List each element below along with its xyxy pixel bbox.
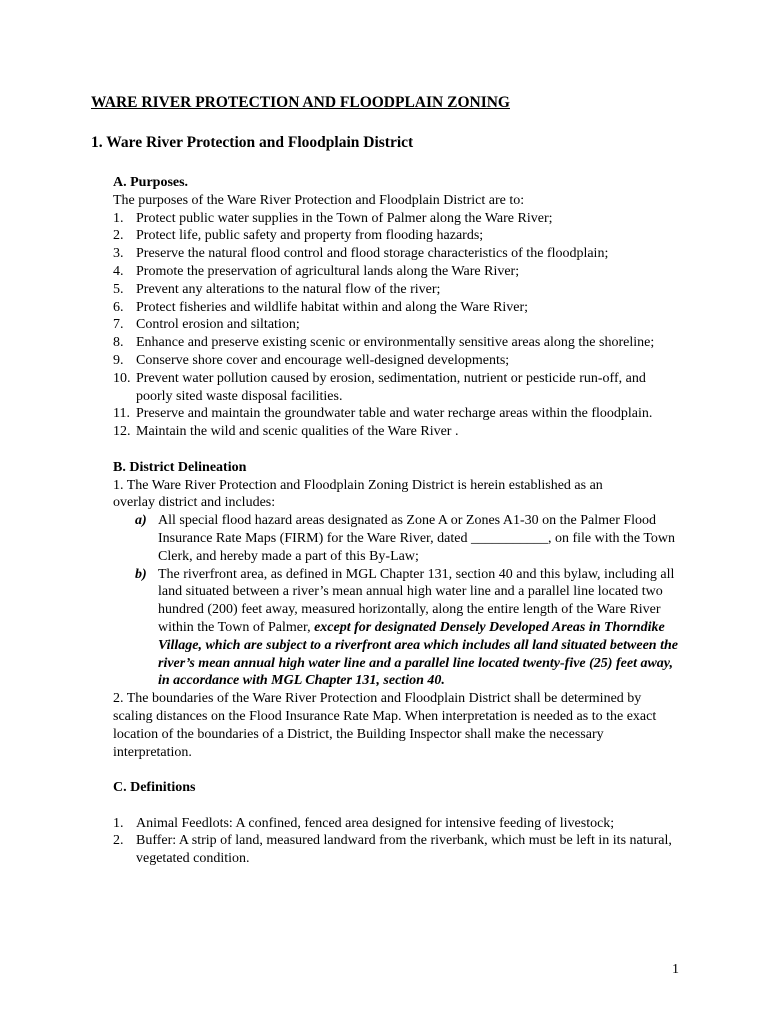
purpose-item	[113, 352, 683, 370]
list-number: 3.	[113, 246, 124, 262]
definition-item	[113, 815, 683, 833]
delineation-item-a	[113, 512, 683, 565]
delineation-para1-line2: overlay district and includes:	[113, 495, 276, 511]
list-number: 4.	[113, 263, 124, 279]
list-text: Conserve shore cover and encourage well-designed developments;	[136, 352, 510, 368]
document-body	[113, 174, 683, 868]
purpose-item	[113, 334, 683, 352]
list-text: Prevent any alterations to the natural flow of the river;	[136, 281, 441, 297]
item-b-marker: b)	[135, 566, 147, 582]
purpose-item	[113, 227, 683, 245]
purposes-intro: The purposes of the Ware River Protection and Floodplain District are to:	[113, 192, 525, 208]
purposes-list	[113, 210, 683, 441]
list-text: Promote the preservation of agricultural lands along the Ware River;	[136, 263, 520, 279]
definitions-heading: C. Definitions	[113, 780, 196, 796]
purpose-item	[113, 210, 683, 228]
purposes-heading: A. Purposes.	[113, 175, 189, 190]
purpose-item	[113, 245, 683, 263]
document-title: WARE RIVER PROTECTION AND FLOODPLAIN ZONING	[91, 94, 510, 111]
item-b-emphasis: except for designated Densely Developed Areas in Thorndike Village, which are subject to a riverfront area which includes all land situated between the river’s mean annual high water line and a parallel line located twenty-five (25) feet away, in accordance with MGL Chapter 131, section 40.	[158, 619, 678, 689]
list-number: 10.	[113, 370, 131, 386]
item-b-text: The riverfront area, as defined in MGL Chapter 131, section 40 and this bylaw, including all land situated between a river’s mean annual high water line and a parallel line located two hundred (200) feet away, measured horizontally, along the entire length of the Ware River within the Town of Palmer,	[158, 566, 675, 635]
definition-item	[113, 832, 683, 868]
purpose-item	[113, 299, 683, 317]
section-heading: 1. Ware River Protection and Floodplain District	[91, 134, 414, 151]
list-number: 12.	[113, 424, 131, 440]
list-number: 7.	[113, 317, 124, 333]
purpose-item	[113, 370, 683, 406]
purpose-item	[113, 405, 683, 423]
item-a-marker: a)	[135, 513, 147, 529]
list-number: 1.	[113, 210, 124, 226]
list-text: Protect public water supplies in the Town of Palmer along the Ware River;	[136, 210, 553, 226]
list-number: 2.	[113, 228, 124, 244]
list-text: Animal Feedlots: A confined, fenced area designed for intensive feeding of livestock;	[136, 815, 615, 831]
list-text: Control erosion and siltation;	[136, 317, 300, 333]
list-text: Preserve and maintain the groundwater table and water recharge areas within the floodplain.	[136, 406, 653, 422]
list-number: 11.	[113, 406, 130, 422]
list-text: Enhance and preserve existing scenic or environmentally sensitive areas along the shoreline;	[136, 335, 655, 351]
list-number: 9.	[113, 352, 124, 368]
delineation-para1-line1: 1. The Ware River Protection and Floodplain Zoning District is herein established as an	[113, 477, 603, 493]
list-text: Protect life, public safety and property from flooding hazards;	[136, 228, 484, 244]
page-number: 1	[672, 962, 679, 977]
list-number: 8.	[113, 335, 124, 351]
item-b-text-wrap	[158, 566, 683, 691]
list-text: Protect fisheries and wildlife habitat within and along the Ware River;	[136, 299, 529, 315]
definitions-list	[113, 815, 683, 868]
list-text: Maintain the wild and scenic qualities of the Ware River .	[136, 424, 459, 440]
list-number: 2.	[113, 833, 124, 849]
purpose-item	[113, 423, 683, 441]
delineation-item-b	[113, 566, 683, 691]
delineation-heading: B. District Delineation	[113, 459, 247, 475]
list-text: Preserve the natural flood control and flood storage characteristics of the floodplain;	[136, 246, 609, 262]
delineation-para2: 2. The boundaries of the Ware River Protection and Floodplain District shall be determined by scaling distances on the Flood Insurance Rate Map. When interpretation is needed as to the exact location of the boundaries of a District, the Building Inspector shall make the necessary interpretation.	[113, 691, 657, 760]
purpose-item	[113, 316, 683, 334]
list-number: 5.	[113, 281, 124, 297]
list-text: Buffer: A strip of land, measured landward from the riverbank, which must be left in its natural, vegetated condition.	[136, 833, 672, 867]
list-number: 6.	[113, 299, 124, 315]
item-a-text: All special flood hazard areas designated as Zone A or Zones A1-30 on the Palmer Flood Insurance Rate Maps (FIRM) for the Ware River, dated ___________, on file with the Town Clerk, and hereby made a part of this By-Law;	[158, 513, 676, 564]
purpose-item	[113, 263, 683, 281]
list-number: 1.	[113, 815, 124, 831]
list-text: Prevent water pollution caused by erosion, sedimentation, nutrient or pesticide run-off, and poorly sited waste disposal facilities.	[136, 370, 646, 404]
purpose-item	[113, 281, 683, 299]
